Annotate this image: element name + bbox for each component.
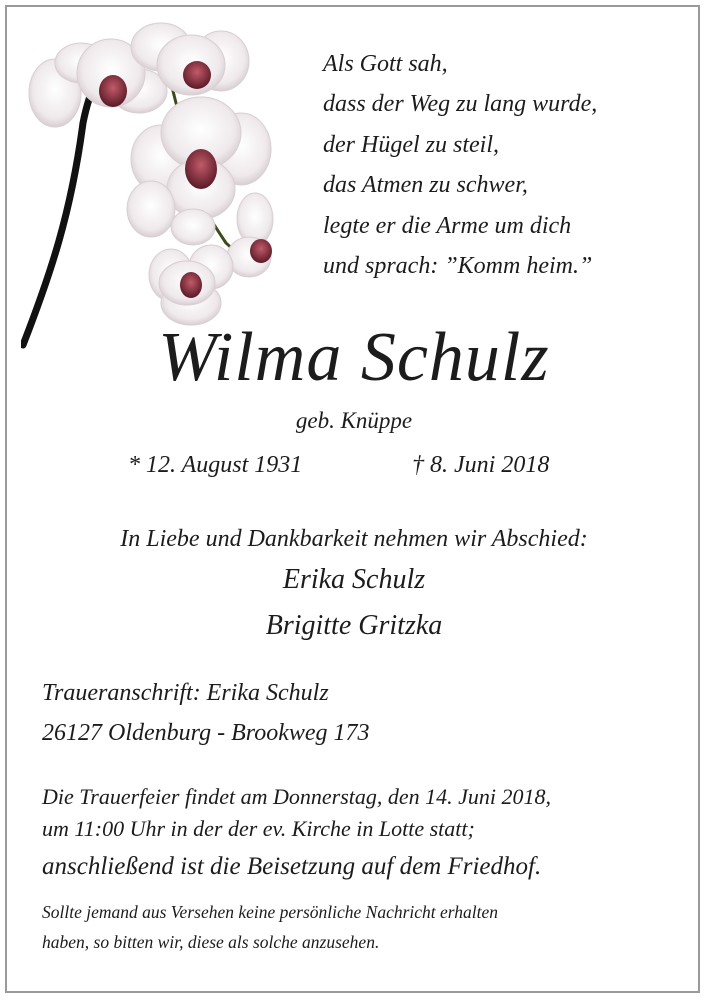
notice-line: Sollte jemand aus Versehen keine persönliche Nachricht erhalten [42,902,499,922]
poem-line: das Atmen zu schwer, [323,172,528,199]
mourner-name: Brigitte Gritzka [265,610,443,641]
deceased-name: Wilma Schulz [158,319,550,396]
birth-date: * 12. August 1931 [128,452,303,478]
orchid-flower [227,193,273,277]
notice-line: haben, so bitten wir, diese als solche anzusehen. [42,932,380,952]
poem-line: dass der Weg zu lang wurde, [323,91,598,118]
orchid-image [21,13,281,353]
poem-line: legte er die Arme um dich [323,212,572,239]
service-info-line: um 11:00 Uhr in der der ev. Kirche in Lotte statt; [42,816,475,841]
death-date: † 8. Juni 2018 [412,452,550,478]
poem-line: und sprach: ”Komm heim.” [323,252,593,279]
birth-name: geb. Knüppe [295,408,413,433]
poem-line: Als Gott sah, [323,51,448,77]
service-info-line: Die Trauerfeier findet am Donnerstag, den 14. Juni 2018, [42,784,552,809]
mourner-name: Erika Schulz [282,564,426,595]
poem [323,44,597,286]
farewell-intro: In Liebe und Dankbarkeit nehmen wir Abschied: [120,526,588,552]
mourning-address-line: 26127 Oldenburg - Brookweg 173 [42,720,370,746]
service-info-line: anschließend ist die Beisetzung auf dem Friedhof. [42,853,542,880]
orchid-flower [149,245,233,325]
mourning-address-line: Traueranschrift: Erika Schulz [42,680,329,706]
poem-line: der Hügel zu steil, [323,131,499,158]
